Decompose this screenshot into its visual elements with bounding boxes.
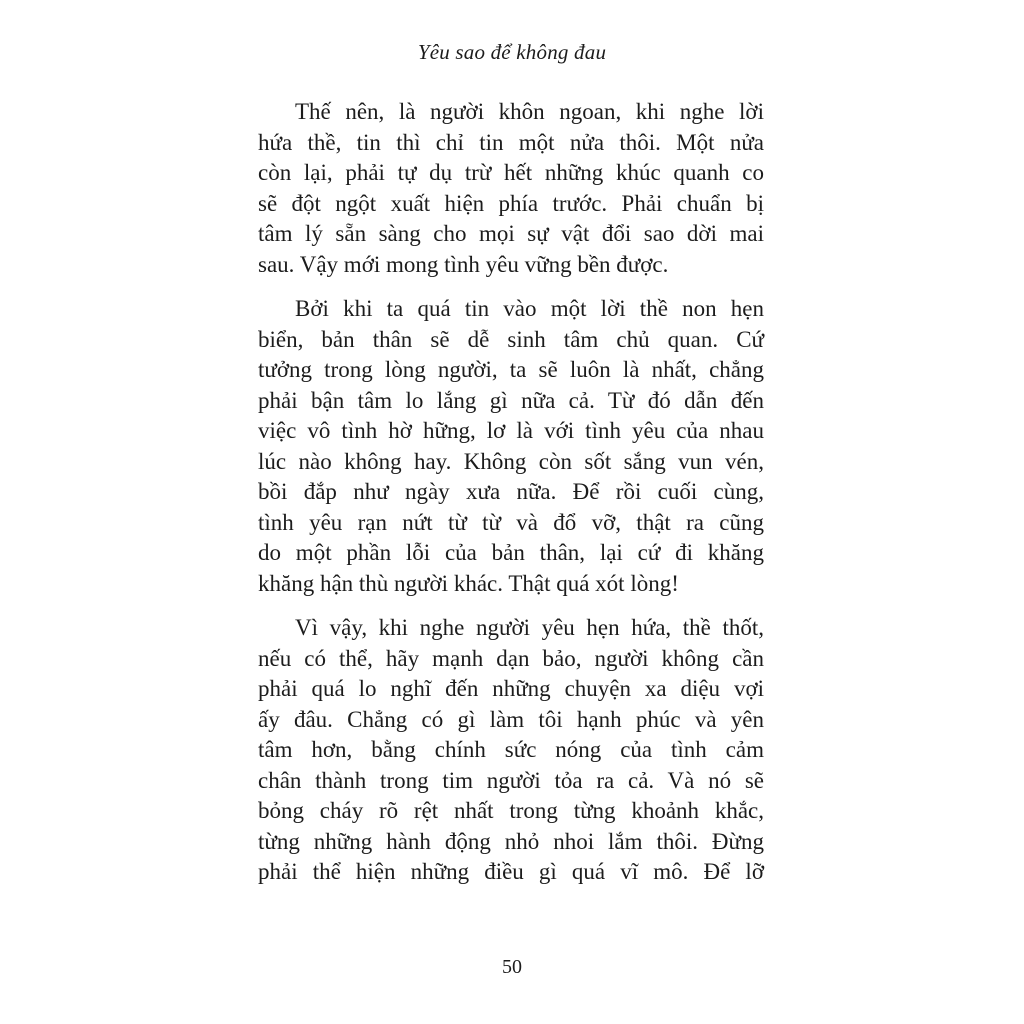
text-line: Bởi khi ta quá tin vào một lời thề non hẹn	[295, 296, 764, 321]
text-line: tâm hơn, bằng chính sức nóng của tình cảm	[258, 737, 764, 762]
paragraph-1	[258, 97, 764, 280]
text-line: tâm lý sẵn sàng cho mọi sự vật đổi sao dời mai	[258, 221, 764, 246]
text-line: sẽ đột ngột xuất hiện phía trước. Phải chuẩn bị	[258, 190, 764, 216]
text-line: Vì vậy, khi nghe người yêu hẹn hứa, thề thốt,	[295, 615, 764, 640]
text-line: tình yêu rạn nứt từ từ và đổ vỡ, thật ra cũng	[258, 509, 764, 535]
text-line: Thế nên, là người khôn ngoan, khi nghe lời	[295, 99, 764, 124]
text-line: bồi đắp như ngày xưa nữa. Để rồi cuối cùng,	[258, 479, 764, 504]
paragraph-2	[258, 294, 764, 599]
text-line: chân thành trong tim người tỏa ra cả. Và nó sẽ	[258, 767, 764, 793]
text-line: từng những hành động nhỏ nhoi lắm thôi. Đừng	[258, 828, 764, 854]
paragraph-3	[258, 613, 764, 888]
page-number: 50	[502, 956, 522, 978]
text-line: lúc nào không hay. Không còn sốt sắng vun vén,	[258, 448, 764, 474]
text-line: phải quá lo nghĩ đến những chuyện xa diệu vợi	[258, 676, 764, 701]
text-line: biển, bản thân sẽ dễ sinh tâm chủ quan. Cứ	[258, 326, 764, 352]
text-line: bỏng cháy rõ rệt nhất trong từng khoảnh khắc,	[258, 798, 764, 823]
body-text	[258, 97, 764, 902]
text-line: hứa thề, tin thì chỉ tin một nửa thôi. Một nửa	[258, 129, 764, 155]
text-line: tưởng trong lòng người, ta sẽ luôn là nhất, chẳng	[258, 357, 764, 382]
text-line: khăng hận thù người khác. Thật quá xót lòng!	[258, 570, 679, 596]
text-line: nếu có thể, hãy mạnh dạn bảo, người không cần	[258, 645, 764, 671]
text-line: việc vô tình hờ hững, lơ là với tình yêu của nhau	[258, 418, 764, 443]
text-line: phải bận tâm lo lắng gì nữa cả. Từ đó dẫn đến	[258, 387, 764, 413]
text-line: sau. Vậy mới mong tình yêu vững bền được.	[258, 251, 669, 277]
running-header: Yêu sao để không đau	[417, 40, 607, 64]
text-line: phải thể hiện những điều gì quá vĩ mô. Để lỡ	[258, 859, 764, 884]
text-line: còn lại, phải tự dụ trừ hết những khúc quanh co	[258, 160, 764, 185]
text-line: do một phần lỗi của bản thân, lại cứ đi khăng	[258, 540, 764, 565]
text-line: ấy đâu. Chẳng có gì làm tôi hạnh phúc và yên	[258, 706, 764, 732]
